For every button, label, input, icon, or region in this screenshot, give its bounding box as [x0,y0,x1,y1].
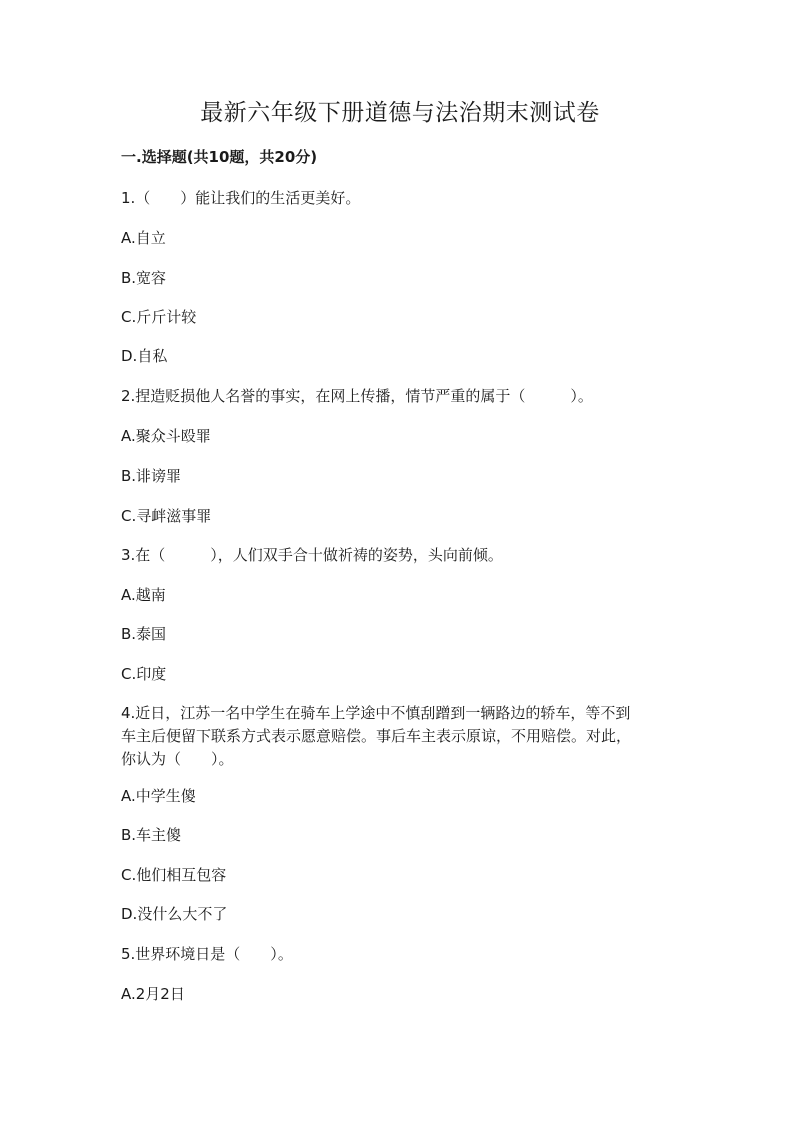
question-4-stem-line-3: 你认为（ ）。 [121,750,234,768]
question-1-option-a: A.自立 [121,229,166,247]
question-4-option-a: A.中学生傻 [121,787,196,805]
question-3-option-b: B.泰国 [121,625,167,643]
page-title: 最新六年级下册道德与法治期末测试卷 [200,100,600,126]
question-4-stem [121,702,681,771]
question-4-option-c: C.他们相互包容 [121,866,227,884]
question-2-stem: 2.捏造贬损他人名誉的事实，在网上传播，情节严重的属于（ ）。 [121,387,593,405]
question-4-stem-line-1: 4.近日，江苏一名中学生在骑车上学途中不慎刮蹭到一辆路边的轿车，等不到 [121,704,631,722]
question-1-stem: 1.（ ）能让我们的生活更美好。 [121,189,361,207]
question-1-option-d: D.自私 [121,347,168,365]
question-5-stem: 5.世界环境日是（ ）。 [121,945,293,963]
question-3-option-a: A.越南 [121,586,166,604]
question-2-option-b: B.诽谤罪 [121,467,182,485]
question-4-stem-line-2: 车主后便留下联系方式表示愿意赔偿。事后车主表示原谅，不用赔偿。对此， [121,727,632,745]
question-3-option-c: C.印度 [121,665,167,683]
question-3-stem: 3.在（ ），人们双手合十做祈祷的姿势，头向前倾。 [121,546,503,564]
question-5-option-a: A.2月2日 [121,985,185,1003]
question-1-option-b: B.宽容 [121,269,167,287]
question-2-option-c: C.寻衅滋事罪 [121,507,212,525]
question-2-option-a: A.聚众斗殴罪 [121,427,211,445]
question-4-option-d: D.没什么大不了 [121,905,228,923]
question-1-option-c: C.斤斤计较 [121,308,197,326]
question-4-option-b: B.车主傻 [121,826,182,844]
section-heading: 一.选择题(共10题，共20分) [121,148,318,166]
